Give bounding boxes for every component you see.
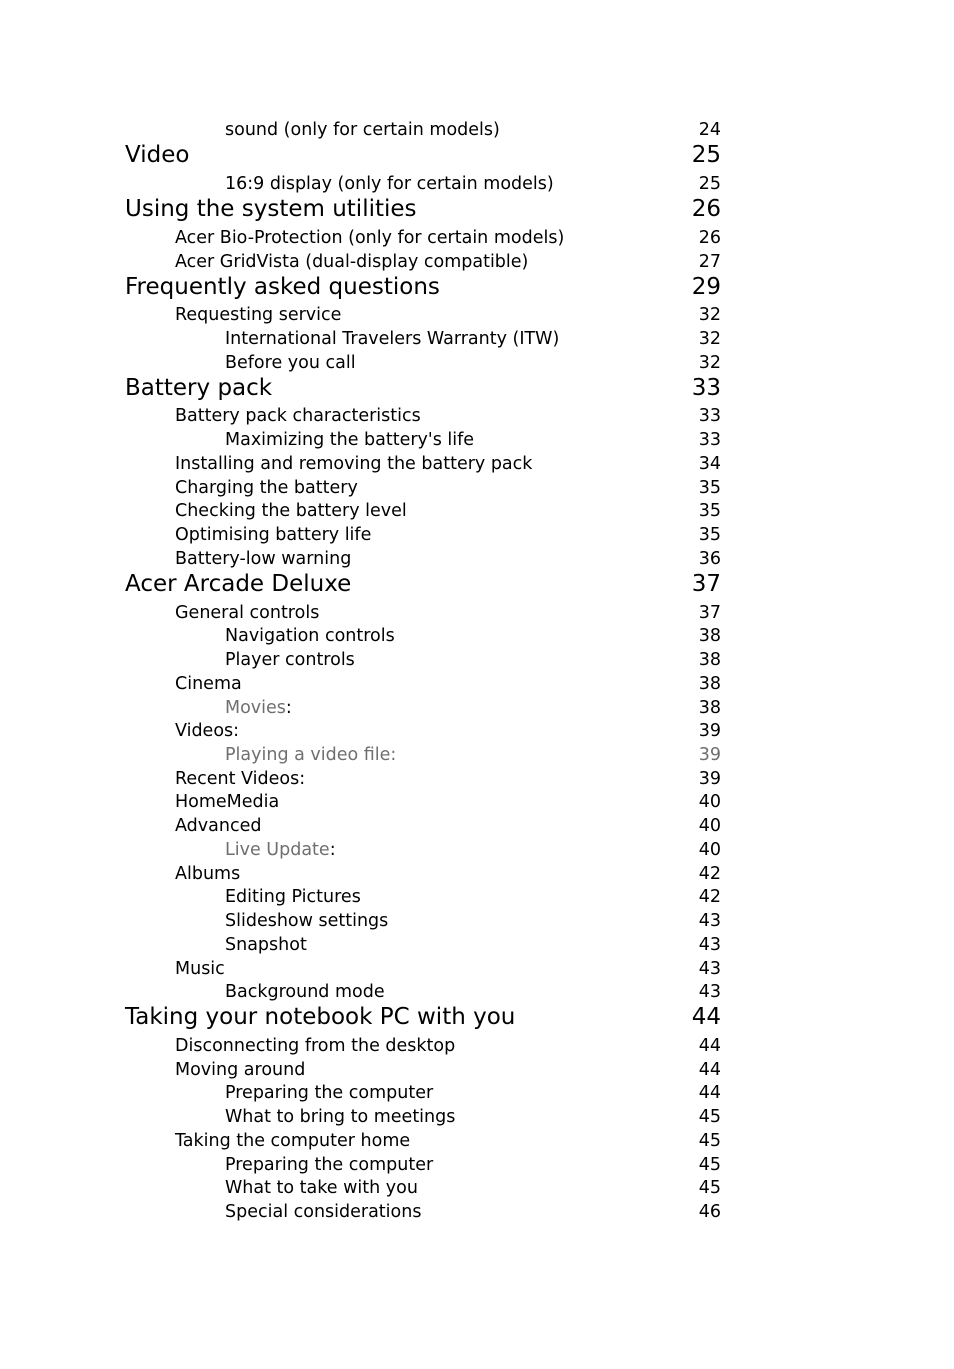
toc-entry-page-number: 38	[698, 674, 721, 694]
toc-entry-title-text: Cinema	[175, 674, 242, 694]
toc-entry-title	[175, 304, 341, 326]
toc-entry-page-number: 32	[698, 353, 721, 373]
toc-entry-title	[175, 227, 564, 249]
toc-entry-page-number: 43	[698, 935, 721, 955]
toc-entry-title-text: Albums	[175, 864, 241, 884]
toc-entry-title-text: Battery-low warning	[175, 549, 352, 569]
toc-entry-title	[175, 720, 239, 742]
toc-entry-page-number: 26	[691, 196, 721, 222]
toc-entry-title	[175, 1059, 305, 1081]
toc-entry-title	[225, 1201, 421, 1223]
toc-entry-page-number: 44	[698, 1083, 721, 1103]
toc-entry-title	[225, 1154, 433, 1176]
toc-entry-title	[225, 352, 356, 374]
toc-entry-title-text: Live Update	[225, 840, 330, 860]
toc-entry-title	[225, 625, 395, 647]
toc-entry-title-text: Acer GridVista (dual-display compatible)	[175, 252, 529, 272]
toc-entry-title	[225, 173, 554, 195]
toc-entry-title-text: Optimising battery life	[175, 525, 372, 545]
toc-entry-title	[175, 863, 240, 885]
toc-entry-title	[175, 477, 358, 499]
toc-entry-title	[225, 886, 361, 908]
toc-entry-title	[225, 744, 396, 766]
toc-entry-page-number: 43	[698, 982, 721, 1002]
toc-entry-title	[225, 839, 336, 861]
toc-entry-title-text: What to bring to meetings	[225, 1107, 456, 1127]
toc-entry-title-text: What to take with you	[225, 1178, 418, 1198]
toc-entry-page-number: 35	[698, 478, 721, 498]
toc-entry-title-text: Special considerations	[225, 1202, 422, 1222]
toc-entry-title	[175, 500, 407, 522]
toc-entry-title	[175, 524, 371, 546]
toc-entry-title-text: Installing and removing the battery pack	[175, 454, 533, 474]
toc-entry-title	[175, 1035, 455, 1057]
toc-entry-page-number: 26	[698, 228, 721, 248]
toc-entry-title-text: Charging the battery	[175, 478, 358, 498]
toc-entry-title	[125, 141, 189, 169]
toc-entry-page-number: 40	[698, 816, 721, 836]
toc-entry-title	[225, 697, 292, 719]
toc-entry-page-number: 45	[698, 1107, 721, 1127]
toc-entry-title-text: Preparing the computer	[225, 1155, 434, 1175]
toc-entry-page-number: 44	[691, 1004, 721, 1030]
toc-entry-title-text: Preparing the computer	[225, 1083, 434, 1103]
toc-entry-title	[225, 934, 307, 956]
toc-entry-title	[175, 405, 421, 427]
toc-entry-page-number: 43	[698, 911, 721, 931]
toc-entry-title	[225, 1082, 433, 1104]
toc-entry-page-number: 45	[698, 1155, 721, 1175]
toc-entry-page-number: 33	[691, 375, 721, 401]
toc-entry-page-number: 45	[698, 1131, 721, 1151]
toc-entry-title-text: 16:9 display (only for certain models)	[225, 174, 554, 194]
toc-entry-title	[225, 649, 355, 671]
toc-entry-title	[125, 273, 440, 301]
toc-entry-title	[175, 453, 532, 475]
toc-entry-title-text: Taking the computer home	[175, 1131, 411, 1151]
toc-entry-title	[175, 251, 528, 273]
toc-entry-title-text: Video	[125, 142, 190, 168]
toc-entry-title-text: Disconnecting from the desktop	[175, 1036, 456, 1056]
toc-entry-page-number: 37	[691, 571, 721, 597]
toc-entry-page-number: 29	[691, 274, 721, 300]
toc-entry-page-number: 36	[698, 549, 721, 569]
toc-entry-title	[175, 791, 279, 813]
toc-entry-title-text: Recent Videos:	[175, 769, 306, 789]
toc-entry-title-text: Using the system utilities	[125, 196, 417, 222]
toc-entry-page-number: 24	[698, 120, 721, 140]
toc-entry-title	[225, 1177, 418, 1199]
toc-entry-page-number: 43	[698, 959, 721, 979]
toc-entry-page-number: 32	[698, 329, 721, 349]
toc-entry-page-number: 38	[698, 698, 721, 718]
toc-entry-title-text: Checking the battery level	[175, 501, 407, 521]
toc-entry-page-number: 39	[698, 745, 721, 765]
toc-entry-title-text: HomeMedia	[175, 792, 280, 812]
toc-entry-title-text: Player controls	[225, 650, 355, 670]
toc-entry-page-number: 32	[698, 305, 721, 325]
toc-entry-title	[125, 374, 272, 402]
toc-entry-title	[175, 958, 225, 980]
toc-entry-title	[225, 981, 385, 1003]
toc-entry-page-number: 34	[698, 454, 721, 474]
toc-entry-title-text: Frequently asked questions	[125, 274, 440, 300]
toc-entry-page-number: 38	[698, 650, 721, 670]
toc-entry-title-text: Advanced	[175, 816, 262, 836]
toc-entry-page-number: 40	[698, 792, 721, 812]
toc-entry-title	[175, 673, 242, 695]
toc-entry-title	[225, 328, 559, 350]
toc-entry-page-number: 40	[698, 840, 721, 860]
toc-entry-page-number: 46	[698, 1202, 721, 1222]
toc-entry-title	[175, 602, 319, 624]
toc-entry-page-number: 45	[698, 1178, 721, 1198]
toc-entry-title-text: International Travelers Warranty (ITW)	[225, 329, 560, 349]
toc-entry-page-number: 27	[698, 252, 721, 272]
toc-entry-title-text: Battery pack characteristics	[175, 406, 421, 426]
toc-entry-title	[125, 195, 417, 223]
toc-entry-title-text: Background mode	[225, 982, 385, 1002]
toc-entry-page-number: 44	[698, 1060, 721, 1080]
toc-entry-page-number: 39	[698, 769, 721, 789]
toc-entry-title	[175, 1130, 410, 1152]
toc-entry-title-text: Moving around	[175, 1060, 306, 1080]
toc-entry-page-number: 38	[698, 626, 721, 646]
toc-entry-page-number: 35	[698, 501, 721, 521]
toc-entry-title-text: Maximizing the battery's life	[225, 430, 475, 450]
toc-entry-title	[225, 119, 500, 141]
toc-entry-title-text: Navigation controls	[225, 626, 395, 646]
toc-entry-page-number: 42	[698, 887, 721, 907]
toc-entry-title-text: Slideshow settings	[225, 911, 389, 931]
toc-entry-title	[175, 815, 261, 837]
toc-entry-title-text: Editing Pictures	[225, 887, 361, 907]
toc-entry-title-text: Taking your notebook PC with you	[125, 1004, 516, 1030]
toc-entry-title	[225, 910, 388, 932]
toc-entry-page-number: 33	[698, 406, 721, 426]
toc-entry-page-number: 35	[698, 525, 721, 545]
toc-entry-title	[175, 768, 305, 790]
toc-entry-title	[125, 1003, 515, 1031]
toc-entry-title	[175, 548, 351, 570]
toc-entry-title	[225, 429, 474, 451]
toc-entry-title-text: Playing a video file:	[225, 745, 397, 765]
toc-entry-title-text: Acer Arcade Deluxe	[125, 571, 352, 597]
toc-entry-page-number: 25	[698, 174, 721, 194]
toc-entry-title	[125, 570, 351, 598]
toc-entry-title-text: Snapshot	[225, 935, 307, 955]
toc-entry-title-text: Before you call	[225, 353, 356, 373]
toc-entry-title-text: Battery pack	[125, 375, 273, 401]
toc-entry-title	[225, 1106, 455, 1128]
toc-entry-page-number: 42	[698, 864, 721, 884]
toc-entry-page-number: 39	[698, 721, 721, 741]
toc-entry-page-number: 37	[698, 603, 721, 623]
toc-entry-title-text: Movies	[225, 698, 286, 718]
toc-entry-title-text: Music	[175, 959, 225, 979]
toc-entry-page-number: 33	[698, 430, 721, 450]
toc-entry-title-text: Videos:	[175, 721, 240, 741]
toc-entry-title-suffix: :	[329, 840, 336, 860]
toc-entry-title-text: General controls	[175, 603, 320, 623]
toc-entry-title-suffix: :	[285, 698, 292, 718]
toc-entry-title-text: Requesting service	[175, 305, 342, 325]
toc-entry-page-number: 25	[691, 142, 721, 168]
toc-entry-title-text: sound (only for certain models)	[225, 120, 500, 140]
toc-entry-title-text: Acer Bio-Protection (only for certain models)	[175, 228, 565, 248]
toc-entry-page-number: 44	[698, 1036, 721, 1056]
